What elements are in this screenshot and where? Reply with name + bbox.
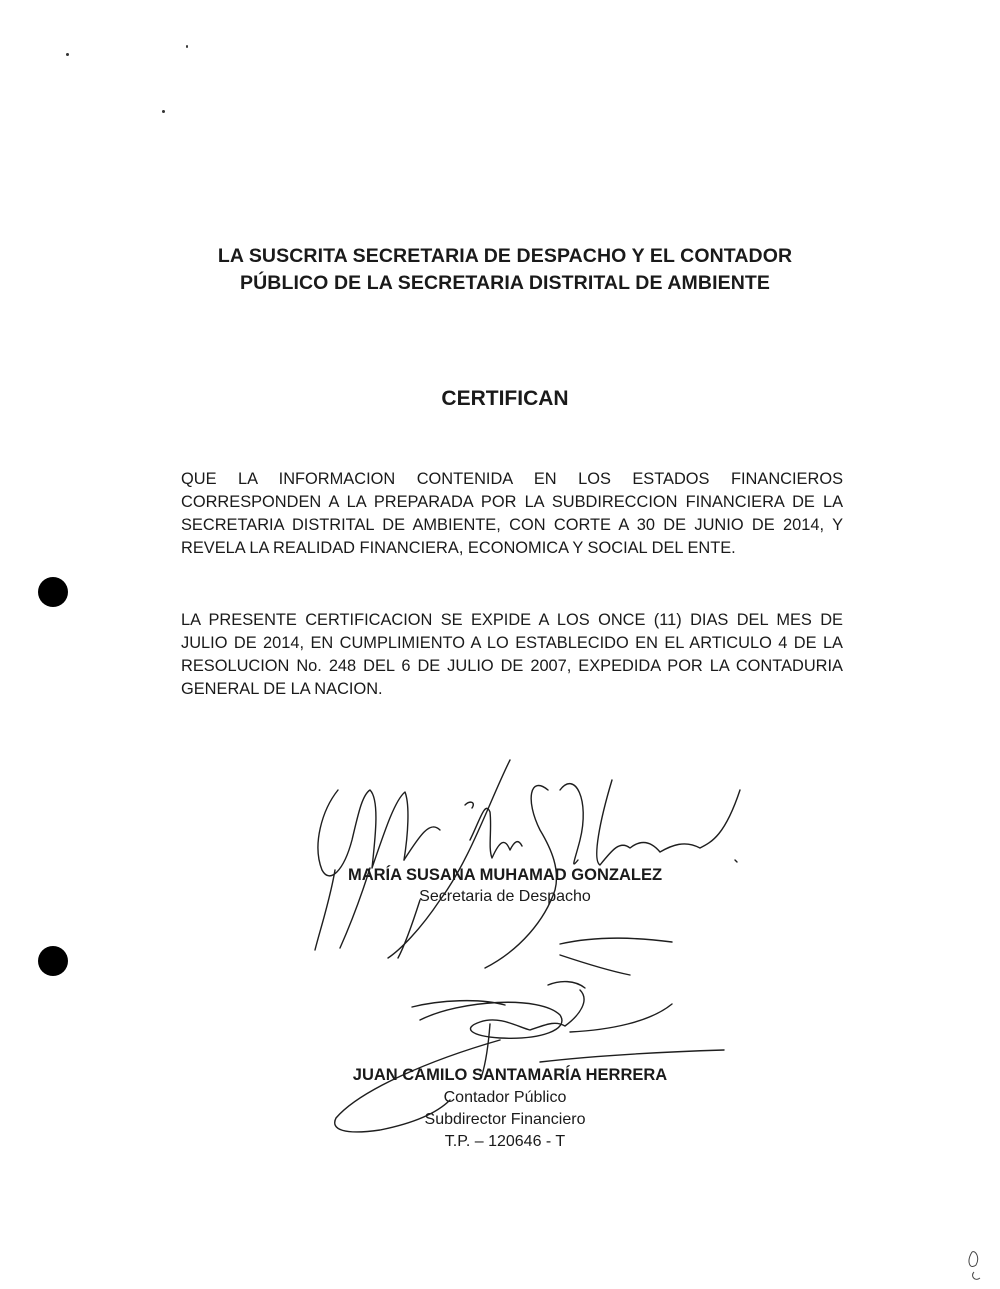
scan-speck [66, 53, 69, 56]
signature-1-stroke [388, 760, 510, 958]
signature-1-stroke [560, 955, 630, 975]
signatory-2-professional-card: T.P. – 120646 - T [444, 1133, 566, 1150]
signature-2-stroke [548, 982, 585, 988]
document-title [160, 243, 850, 297]
margin-initials [969, 1252, 980, 1280]
margin-initials-stroke [969, 1252, 980, 1280]
signature-1-stroke [470, 808, 522, 858]
punch-hole [38, 577, 68, 607]
title-line-2: PÚBLICO DE LA SECRETARIA DISTRITAL DE AMBIENTE [239, 272, 771, 294]
signature-1-stroke [560, 784, 583, 864]
signature-1-stroke [398, 900, 420, 958]
signatory-2-name: JUAN CAMILO SANTAMARÍA HERRERA [352, 1066, 668, 1084]
signature-1-stroke [597, 780, 740, 865]
signature-2-stroke [540, 1050, 724, 1062]
signature-1-stroke [465, 802, 473, 808]
signature-1-stroke [404, 827, 440, 860]
signatory-2-role-2: Subdirector Financiero [424, 1111, 586, 1128]
punch-hole [38, 946, 68, 976]
signature-1-stroke [560, 938, 672, 944]
title-line-1: LA SUSCRITA SECRETARIA DE DESPACHO Y EL CONTADOR [217, 245, 793, 267]
certifican-heading: CERTIFICAN [441, 387, 569, 410]
signature-2-stroke [420, 990, 584, 1038]
signature-1-stroke [318, 790, 408, 876]
paragraph-issuance: LA PRESENTE CERTIFICACION SE EXPIDE A LOS ONCE (11) DIAS DEL MES DE JULIO DE 2014, EN CUMPLIMIENTO A LO ESTABLECIDO EN EL ARTICULO 4 DE LA RESOLUCION No. 248 DEL 6 DE JULIO DE 2007, EXPEDIDA POR LA CONTADURIA GENERAL DE LA NACION. [181, 611, 843, 698]
scan-speck [162, 110, 165, 113]
signatory-2-role-1: Contador Público [443, 1089, 567, 1106]
signatory-1-name: MARÍA SUSANA MUHAMAD GONZALEZ [347, 866, 663, 884]
paragraph-information: QUE LA INFORMACION CONTENIDA EN LOS ESTADOS FINANCIEROS CORRESPONDEN A LA PREPARADA POR LA SUBDIRECCION FINANCIERA DE LA SECRETARIA DISTRITAL DE AMBIENTE, CON CORTE A 30 DE JUNIO DE 2014, Y REVELA LA REALIDAD FINANCIERA, ECONOMICA Y SOCIAL DEL ENTE. [181, 470, 843, 557]
signature-1-stroke [735, 860, 737, 862]
signature-2-stroke [412, 1001, 505, 1007]
scan-speck [186, 45, 188, 48]
signatory-1-role: Secretaria de Despacho [419, 888, 591, 905]
signature-2-stroke [570, 1004, 672, 1032]
